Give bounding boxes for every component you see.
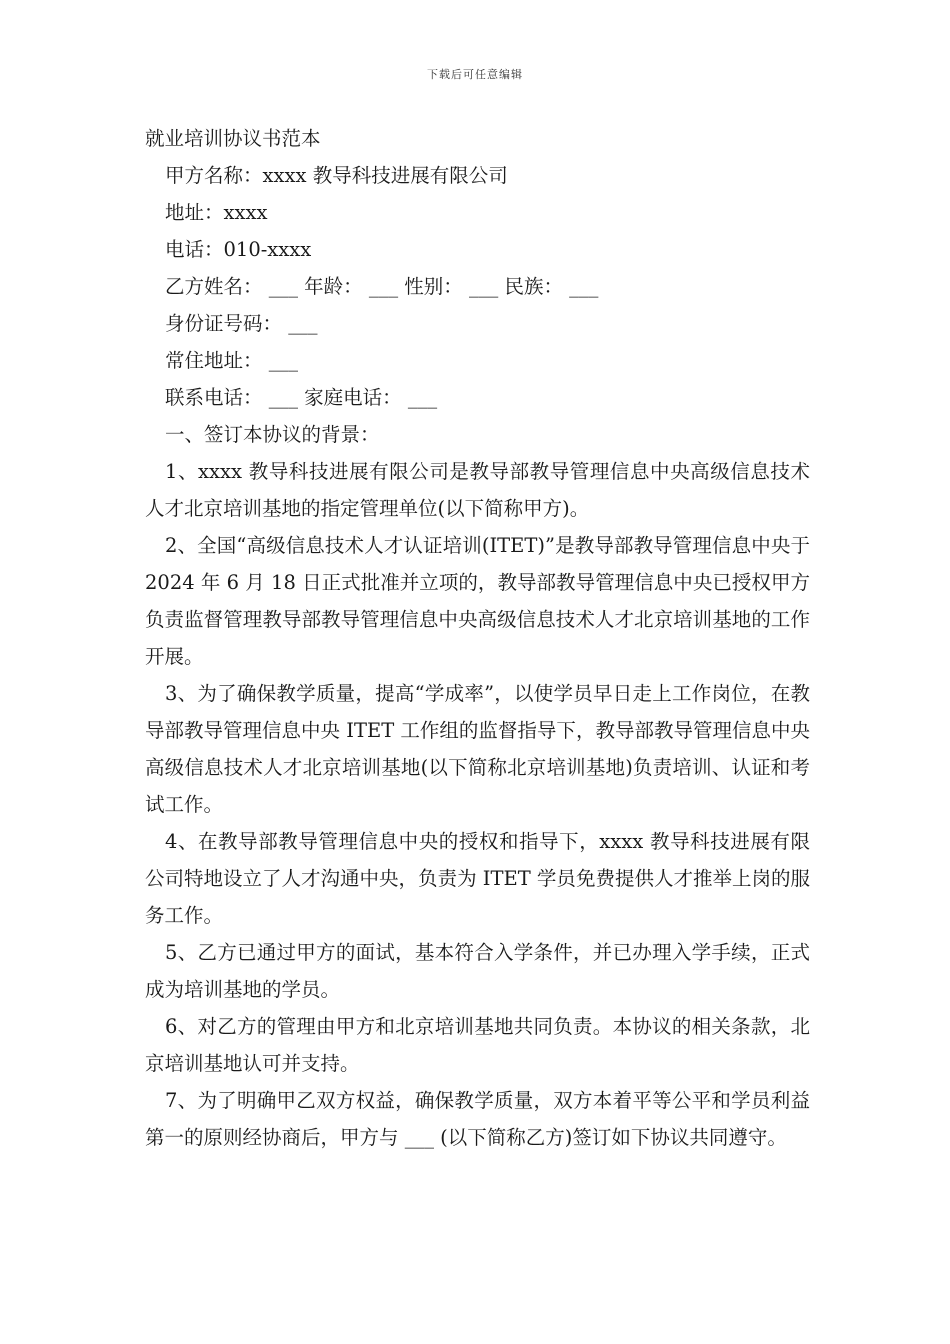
party-a-name-field: 甲方名称：xxxx 教导科技进展有限公司 <box>165 164 508 187</box>
paragraph-5: 5、乙方已通过甲方的面试，基本符合入学条件，并已办理入学手续，正式成为培训基地的学员。 <box>145 941 810 1001</box>
party-a-phone-field: 电话：010-xxxx <box>165 238 312 261</box>
paragraph-7: 7、为了明确甲乙双方权益，确保教学质量，双方本着平等公平和学员利益第一的原则经协商后，甲方与 ___ (以下简称乙方)签订如下协议共同遵守。 <box>145 1089 810 1149</box>
party-a-address-field: 地址：xxxx <box>165 201 268 224</box>
section-heading: 一、签订本协议的背景： <box>165 423 380 446</box>
id-number-field: 身份证号码： ___ <box>165 312 318 335</box>
party-b-info-field: 乙方姓名： ___ 年龄： ___ 性别： ___ 民族： ___ <box>165 275 599 298</box>
paragraph-1: 1、xxxx 教导科技进展有限公司是教导部教导管理信息中央高级信息技术人才北京培训基地的指定管理单位(以下简称甲方)。 <box>145 460 810 520</box>
paragraph-6: 6、对乙方的管理由甲方和北京培训基地共同负责。本协议的相关条款，北京培训基地认可并支持。 <box>145 1015 810 1075</box>
contact-phone-field: 联系电话： ___ 家庭电话： ___ <box>165 386 438 409</box>
paragraph-4: 4、在教导部教导管理信息中央的授权和指导下，xxxx 教导科技进展有限公司特地设立了人才沟通中央，负责为 ITET 学员免费提供人才推举上岗的服务工作。 <box>145 830 810 927</box>
document-title: 就业培训协议书范本 <box>145 127 321 150</box>
document-body <box>145 120 810 1156</box>
residence-address-field: 常住地址： ___ <box>165 349 298 372</box>
paragraph-3: 3、为了确保教学质量，提高“学成率”，以使学员早日走上工作岗位，在教导部教导管理信息中央 ITET 工作组的监督指导下，教导部教导管理信息中央高级信息技术人才北京培训基地(以下简称北京培训基地)负责培训、认证和考试工作。 <box>145 682 810 816</box>
header-note: 下载后可任意编辑 <box>427 68 523 81</box>
paragraph-2: 2、全国“高级信息技术人才认证培训(ITET)”是教导部教导管理信息中央于 2024 年 6 月 18 日正式批准并立项的，教导部教导管理信息中央已授权甲方负责监督管理教导部教导管理信息中央高级信息技术人才北京培训基地的工作开展。 <box>145 534 810 668</box>
